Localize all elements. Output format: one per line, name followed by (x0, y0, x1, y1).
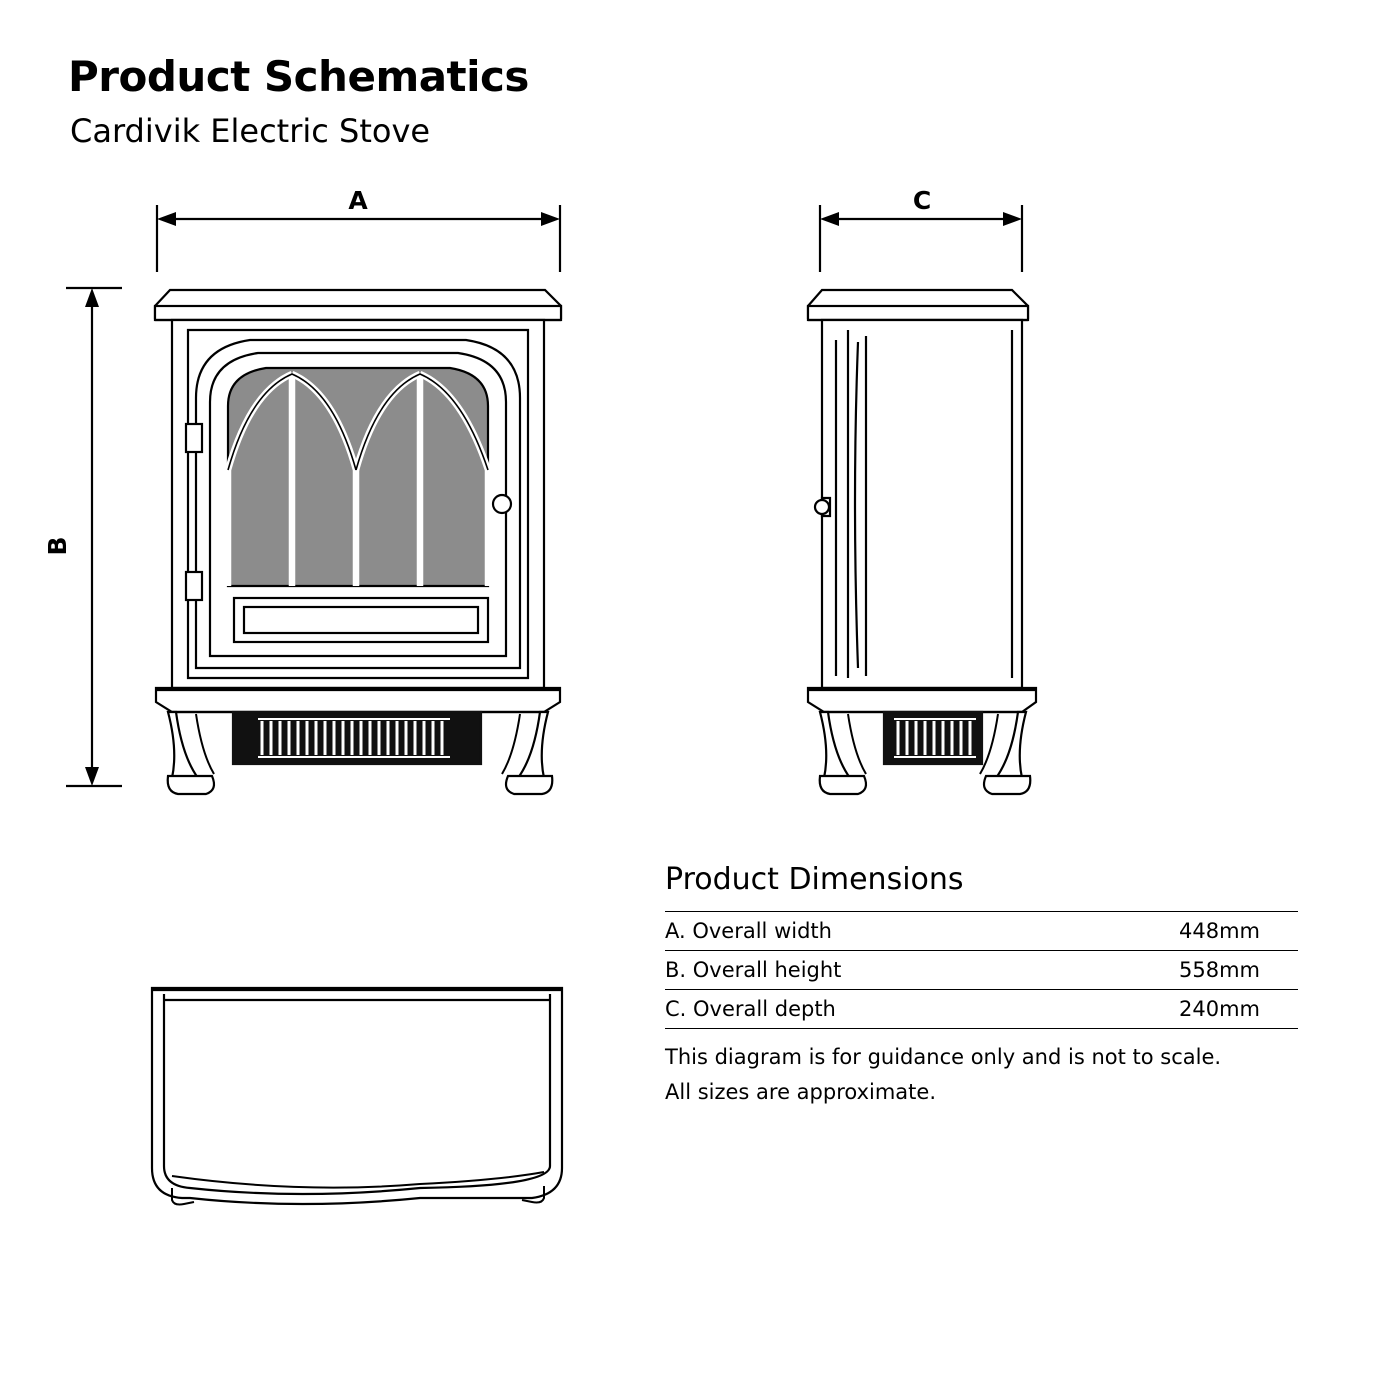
dimension-value: 558mm (1043, 951, 1298, 990)
side-base-plinth (808, 688, 1036, 712)
dimensions-table (665, 911, 1298, 1029)
table-row (665, 912, 1298, 951)
hinge-upper (186, 424, 202, 452)
page-title: Product Schematics (68, 52, 529, 101)
leg-front-left (168, 712, 198, 778)
leg-side-right (996, 712, 1026, 778)
dimension-arrow-depth-c (820, 205, 1022, 272)
disclaimer-line-1: This diagram is for guidance only and is not to scale. (665, 1045, 1222, 1069)
foot-side-left (820, 776, 866, 794)
dimension-label-c: C (912, 186, 932, 215)
leg-front-right (518, 712, 548, 778)
leg-side-left (820, 712, 850, 778)
disclaimer-line-2: All sizes are approximate. (665, 1079, 937, 1104)
table-row (665, 990, 1298, 1029)
hinge-lower (186, 572, 202, 600)
foot-front-left (168, 776, 214, 794)
dimension-label: C. Overall depth (665, 990, 1043, 1029)
dimension-label: B. Overall height (665, 951, 1043, 990)
front-elevation-view (155, 290, 561, 794)
dimension-arrow-height-b (66, 288, 122, 786)
dimension-arrow-width-a (157, 205, 560, 272)
page-subtitle: Cardivik Electric Stove (70, 112, 431, 150)
dimension-value: 240mm (1043, 990, 1298, 1029)
dimension-label-b: B (43, 536, 72, 556)
foot-front-right (506, 776, 552, 794)
product-dimensions-block (665, 862, 1305, 1108)
side-door-handle (815, 498, 830, 516)
side-elevation-view (808, 290, 1036, 794)
top-plan-view (152, 988, 562, 1205)
foot-side-right (984, 776, 1030, 794)
dimensions-heading: Product Dimensions (665, 862, 964, 897)
base-plinth (156, 688, 560, 712)
door-handle (493, 495, 511, 513)
dimension-label-a: A (348, 186, 368, 215)
table-row (665, 951, 1298, 990)
dimension-label: A. Overall width (665, 912, 1043, 951)
dimension-value: 448mm (1043, 912, 1298, 951)
